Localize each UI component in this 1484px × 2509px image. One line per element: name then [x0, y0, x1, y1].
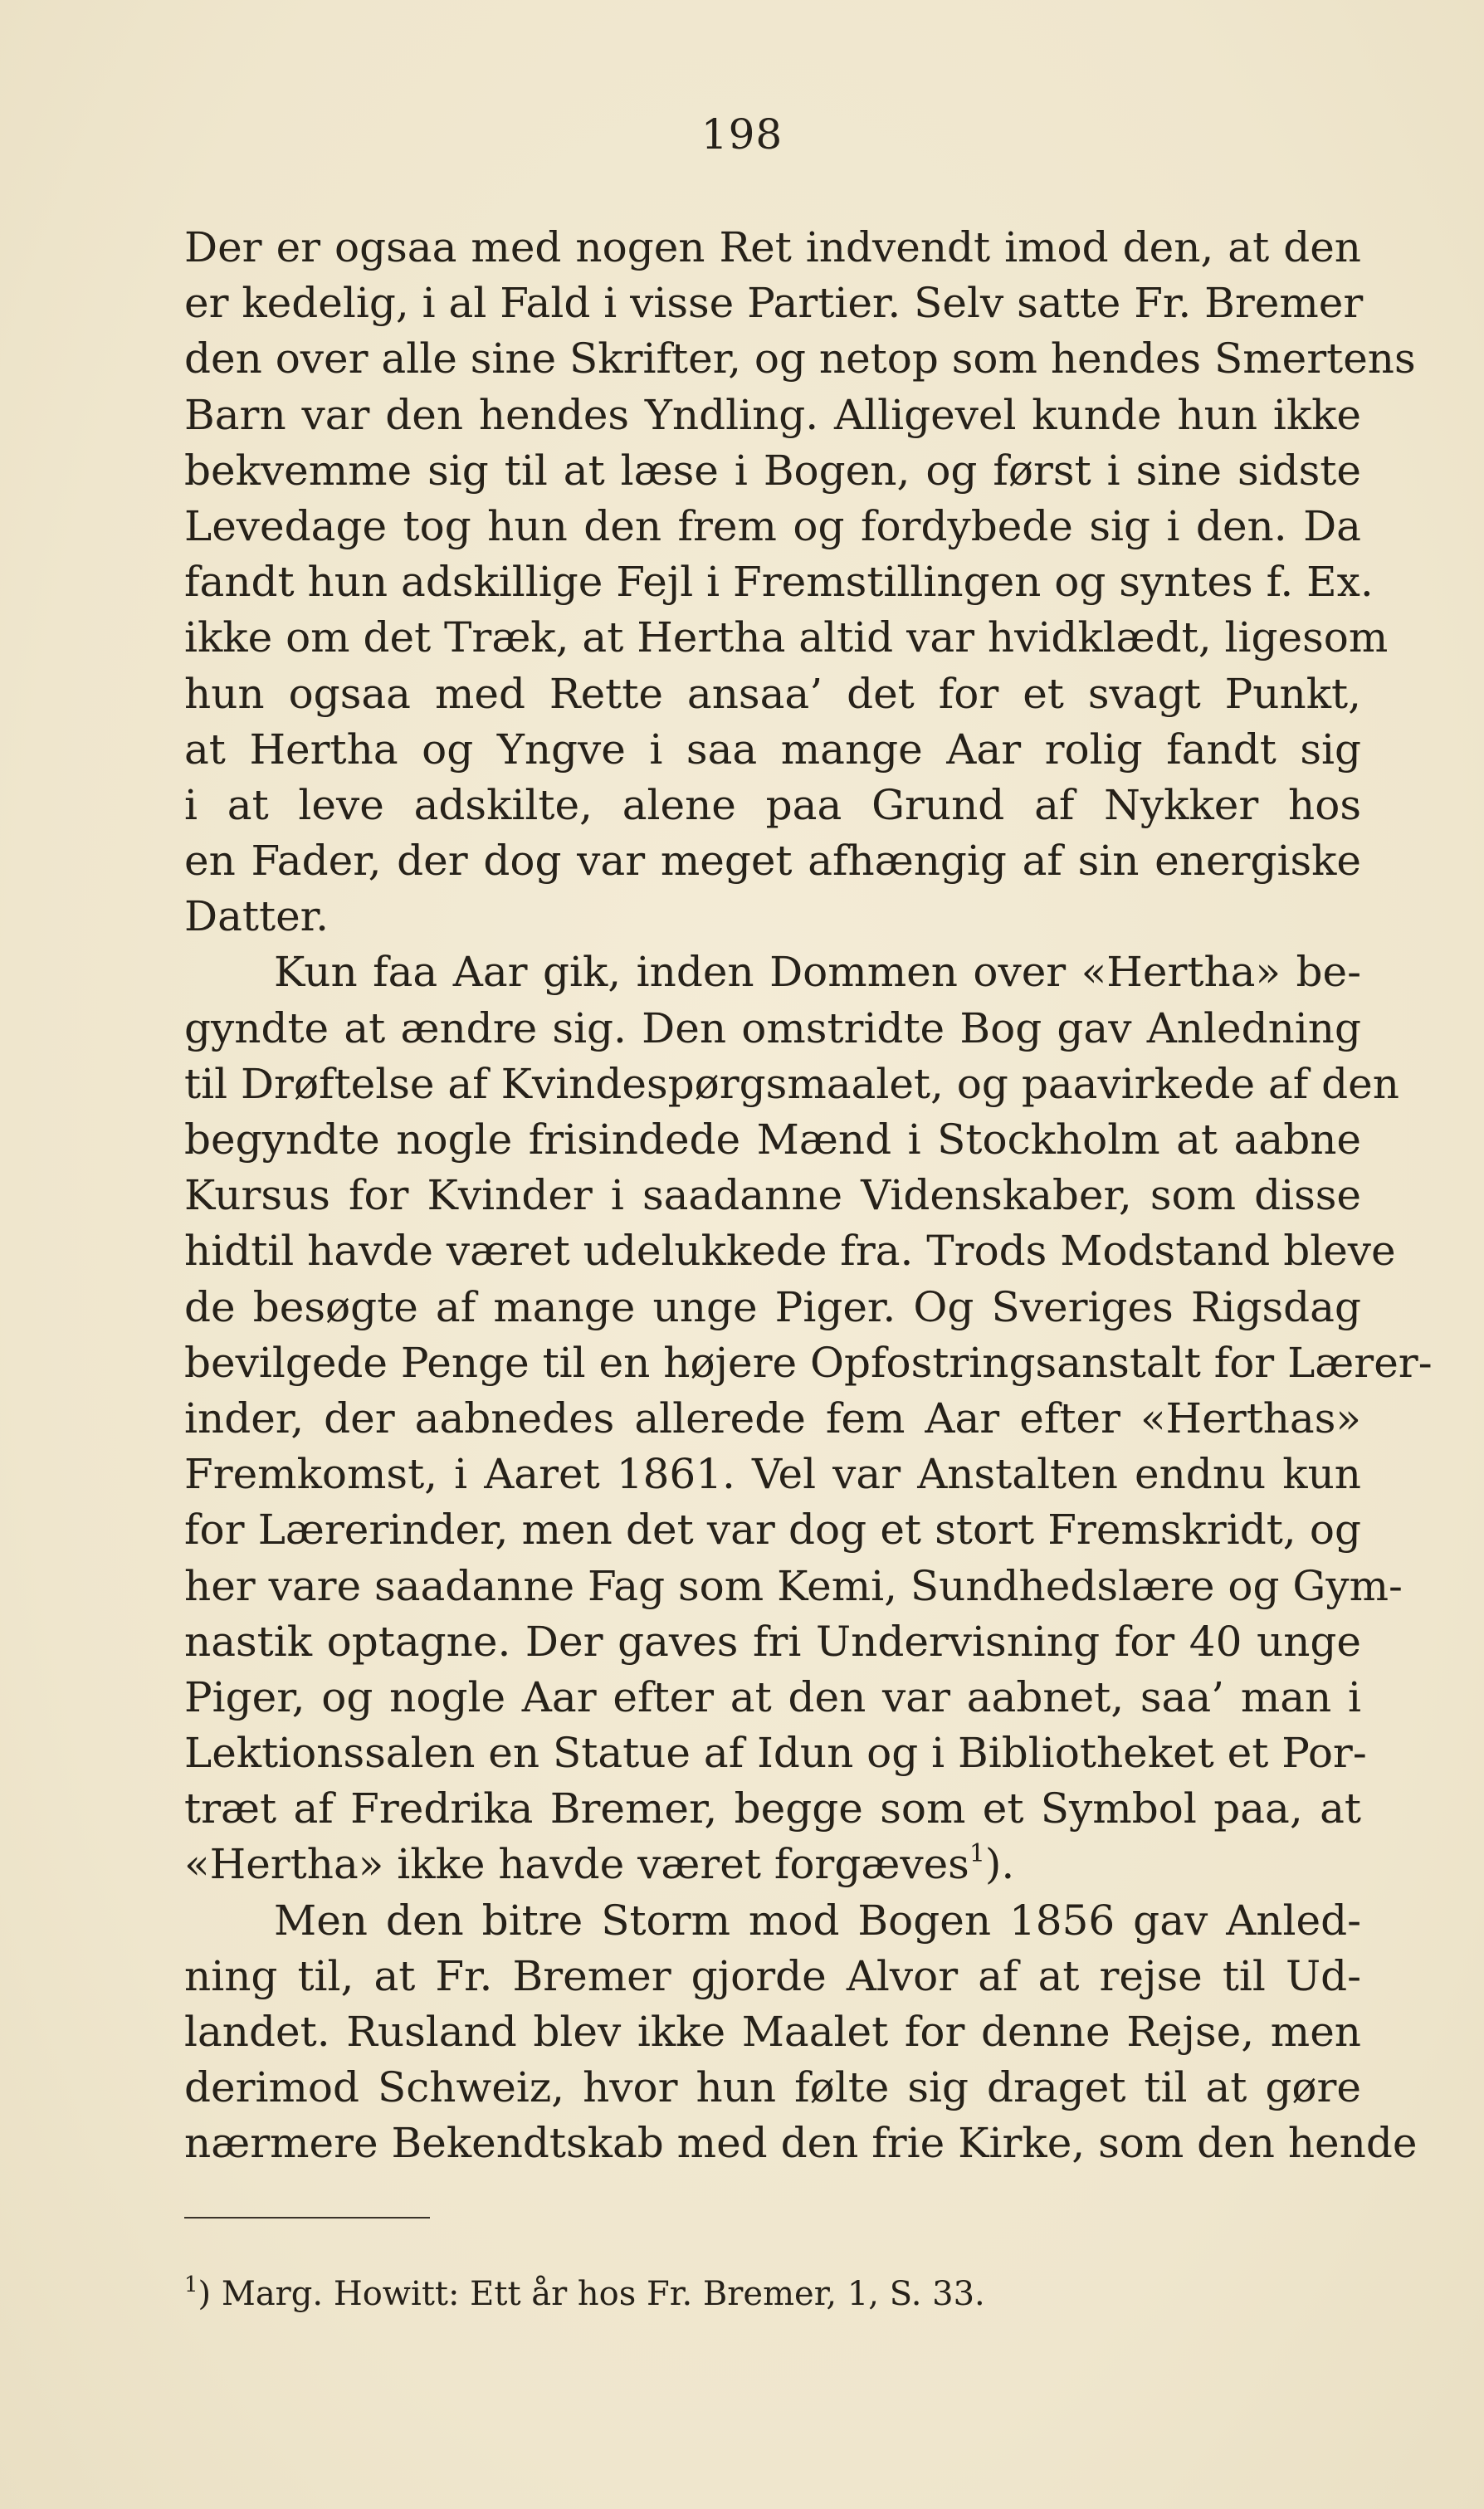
text-line: inder, der aabnedes allerede fem Aar efter «Herthas» — [184, 1394, 1361, 1442]
text-line-content: «Hertha» ikke havde været forgæves — [184, 1840, 969, 1889]
footnote-marker: 1 — [184, 2272, 198, 2297]
text-line: Der er ogsaa med nogen Ret indvendt imod den, at den — [184, 223, 1361, 271]
text-line: derimod Schweiz, hvor hun følte sig draget til at gøre — [184, 2063, 1361, 2112]
text-line: ning til, at Fr. Bremer gjorde Alvor af at rejse til Ud- — [184, 1951, 1361, 2000]
text-line: for Lærerinder, men det var dog et stort Fremskridt, og — [184, 1506, 1361, 1555]
text-line: landet. Rusland blev ikke Maalet for denne Rejse, men — [184, 2008, 1361, 2056]
text-line: bekvemme sig til at læse i Bogen, og først i sine sidste — [184, 446, 1361, 495]
text-line: Fremkomst, i Aaret 1861. Vel var Anstalten endnu kun — [184, 1450, 1361, 1499]
text-line: hun ogsaa med Rette ansaa’ det for et svagt Punkt, — [184, 669, 1361, 718]
text-line: Piger, og nogle Aar efter at den var aabnet, saa’ man i — [184, 1672, 1361, 1721]
footnote-divider — [184, 2217, 430, 2219]
text-line: til Drøftelse af Kvindespørgsmaalet, og paavirkede af den — [184, 1059, 1399, 1108]
text-line: Men den bitre Storm mod Bogen 1856 gav Anled- — [274, 1896, 1361, 1945]
text-line: bevilgede Penge til en højere Opfostringsanstalt for Lærer- — [184, 1338, 1433, 1387]
page-number: 198 — [701, 110, 783, 159]
text-line: de besøgte af mange unge Piger. Og Sveriges Rigsdag — [184, 1282, 1361, 1331]
text-line: at Hertha og Yngve i saa mange Aar rolig fandt sig — [184, 725, 1361, 774]
text-line: Kursus for Kvinder i saadanne Videnskaber, som disse — [184, 1171, 1361, 1220]
text-line: træt af Fredrika Bremer, begge som et Symbol paa, at — [184, 1784, 1361, 1833]
footnote-marker-close: ) — [198, 2275, 212, 2313]
footnote-reference: 1 — [969, 1839, 985, 1869]
text-line: Datter. — [184, 892, 329, 941]
text-line-suffix: ). — [984, 1840, 1015, 1889]
text-line: Barn var den hendes Yndling. Alligevel kunde hun ikke — [184, 390, 1361, 439]
footnote-text: Marg. Howitt: Ett år hos Fr. Bremer, 1, S. 33. — [221, 2275, 985, 2313]
text-line: Kun faa Aar gik, inden Dommen over «Hertha» be- — [274, 948, 1361, 997]
text-line: i at leve adskilte, alene paa Grund af Nykker hos — [184, 780, 1361, 829]
footnote — [184, 2262, 1180, 2317]
text-line: her vare saadanne Fag som Kemi, Sundhedslære og Gym- — [184, 1561, 1403, 1610]
text-line: er kedelig, i al Fald i visse Partier. Selv satte Fr. Bremer — [184, 279, 1364, 328]
text-line-with-footnote-ref — [184, 1837, 1361, 1892]
text-line: den over alle sine Skrifter, og netop som hendes Smertens — [184, 334, 1416, 383]
text-line: nastik optagne. Der gaves fri Undervisning for 40 unge — [184, 1617, 1361, 1666]
text-line: en Fader, der dog var meget afhængig af sin energiske — [184, 837, 1361, 886]
text-line: ikke om det Træk, at Hertha altid var hvidklædt, ligesom — [184, 613, 1389, 662]
body-text — [184, 220, 1433, 2172]
text-line: Levedage tog hun den frem og fordybede sig i den. Da — [184, 501, 1361, 550]
text-line: begyndte nogle frisindede Mænd i Stockholm at aabne — [184, 1115, 1361, 1164]
text-line: nærmere Bekendtskab med den frie Kirke, som den hende — [184, 2119, 1418, 2168]
text-line: fandt hun adskillige Fejl i Fremstillingen og syntes f. Ex. — [184, 558, 1374, 607]
text-line: gyndte at ændre sig. Den omstridte Bog gav Anledning — [184, 1003, 1361, 1052]
text-line: hidtil havde været udelukkede fra. Trods Modstand bleve — [184, 1227, 1396, 1276]
text-line: Lektionssalen en Statue af Idun og i Bibliotheket et Por- — [184, 1729, 1367, 1778]
